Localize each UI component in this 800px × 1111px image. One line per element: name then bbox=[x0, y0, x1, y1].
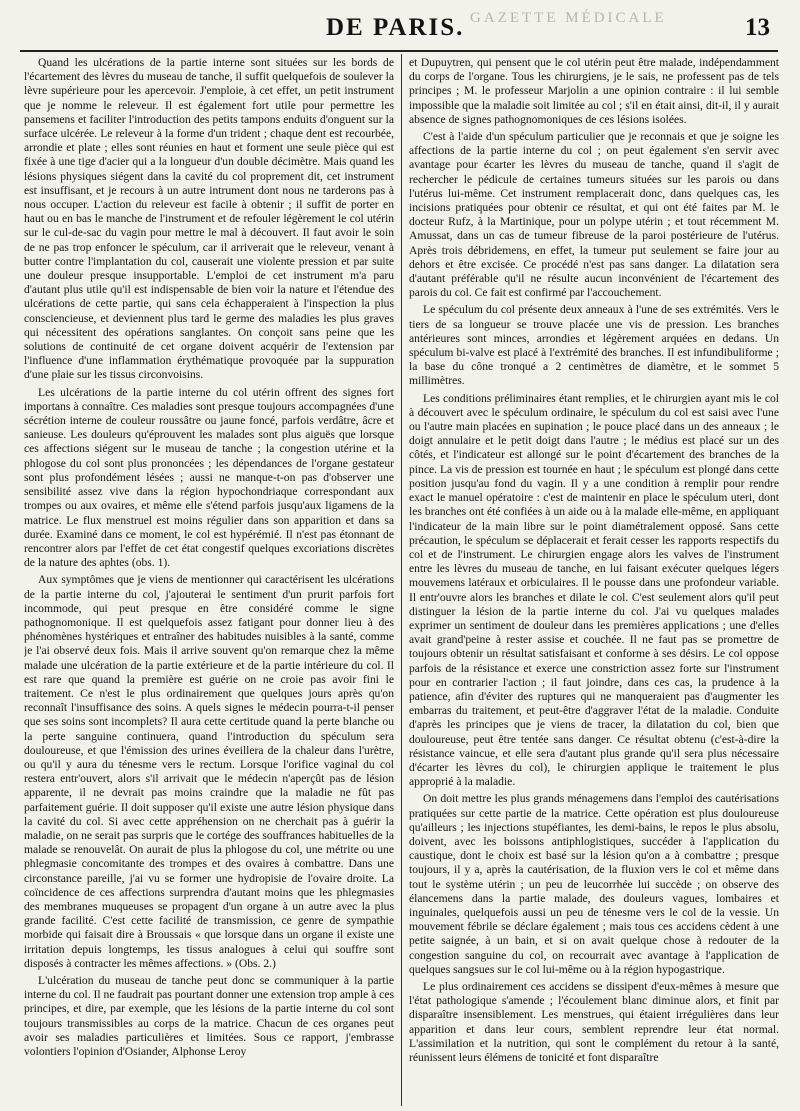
paragraph: L'ulcération du museau de tanche peut donc se communiquer à la partie interne du col. Il ne faudrait pas pourtant donner une extension trop ample à ces principes, et dire, par exemple, que les lésions de la partie interne du col sont toujours transmissibles au corps de la matrice. Chacun de ces organes peut avoir ses maladies particulières et limitées. Sous ce rapport, j'embrasse volontiers l'opinion d'Osiander, Alphonse Leroy bbox=[24, 974, 394, 1059]
paragraph-continued: et Dupuytren, qui pensent que le col utérin peut être malade, indépendamment du corps de l'organe. Tous les chirurgiens, je le sais, ne professent pas de tels principes ; M. le professeur Marjolin a une opinion contraire : il lui semble impossible que la maladie soit limitée au col ; s'il en était ainsi, dit-il, il y aurait absence de signes pathognomoniques de ces lésions isolées. bbox=[409, 56, 779, 126]
paragraph: On doit mettre les plus grands ménagemens dans l'emploi des cautérisations pratiquées sur cette partie de la matrice. Cette opération est plus douloureuse qu'ailleurs ; les injections stupéfiantes, les demi-bains, le repos le plus absolu, doivent, avec les boissons antiphlogistiques, succéder à l'application du caustique, dont le choix est basé sur la lésion qu'on a à combattre ; presque toujours, il y a, après la cautérisation, de la fluxion vers le col et même dans tout le système utérin ; un peu de leucorrhée lui succède ; on observe des élancemens dans la partie malade, des douleurs vagues, lombaires et inguinales, quelquefois aussi un peu de ténesme vers le col de la vessie. Un mouvement fébrile se déclare également ; mais tous ces accidens cèdent à une petite saignée, à un bain, et si on avait quelque chose à redouter de la congestion sanguine du col, on recourrait avec avantage à l'application de quelques sangsues sur le col lui-même ou à la région hypogastrique. bbox=[409, 792, 779, 976]
paragraph: Le spéculum du col présente deux anneaux à l'une de ses extrémités. Vers le tiers de sa longueur se trouve placée une vis de pression. Les branches antérieures sont minces, arrondies et légèrement arquées en dedans. Un spéculum bi-valve est placé à l'extrémité des branches. Il est infundibuliforme ; la base du cône tronqué a 2 centimètres de diamètre, et le sommet 5 millimètres. bbox=[409, 303, 779, 388]
bleed-through-masthead: GAZETTE MÉDICALE bbox=[470, 10, 667, 26]
paragraph: Les ulcérations de la partie interne du col utérin offrent des signes fort importans à connaître. Ces maladies sont presque toujours accompagnées d'une sécrétion interne de couleur roussâtre ou jaune foncé, parfois verdâtre, âcre et sanieuse. Les douleurs qu'éprouvent les malades sont plus aiguës que lorsque ces affections siégent sur le museau de tanche ; la congestion utérine et la phlogose du col sont plus prononcées ; les dépendances de l'organe gestateur sont plus profondément lésées ; aussi ne manque-t-on pas d'observer une sensibilité assez vive dans la région hypochondriaque correspondant aux trompes ou aux ovaires, et même elle s'étend parfois jusqu'aux ligamens de la matrice. Le flux menstruel est moins régulier dans son apparition et dans sa durée. Examiné dans ce moment, le col est hypérémié. Il n'est pas étonnant de rencontrer alors par l'effet de cet état congestif quelques excoriations discrètes de la nature des aphtes (obs. 1). bbox=[24, 385, 394, 570]
paragraph: Le plus ordinairement ces accidens se dissipent d'eux-mêmes à mesure que l'état pathologique s'amende ; l'écoulement blanc diminue alors, et finit par disparaître insensiblement. Les menstrues, qui étaient irrégulières dans leur apparition et dans leur cours, semblent reprendre leur état normal. L'assimilation et la nutrition, qui sont le complément du retour à la santé, réunissent leurs élémens de tonicité et font disparaître bbox=[409, 980, 779, 1065]
page-number: 13 bbox=[745, 14, 770, 41]
header-rule bbox=[20, 50, 778, 52]
paragraph: Aux symptômes que je viens de mentionner qui caractérisent les ulcérations de la partie interne du col, j'ajouterai le sentiment d'un prurit parfois fort incommode, qui peut presque en être considéré comme le signe pathognomonique. Il est quelquefois assez fatigant pour donner lieu à des phénomènes hystériques et entraîner des habitudes nuisibles à la santé, comme je l'ai observé deux fois. Mais il arrive souvent qu'on remarque chez la même malade une ulcération de la partie extérieure et de la partie intérieure du col. Il est rare que quand la première est guérie on ne croie pas avoir fini le traitement. Ce n'est le plus ordinairement que quelques jours après qu'on reconnaît l'insuffisance des soins. A quels signes le médecin pourra-t-il penser que ses soins sont incomplets? Il aura cette certitude quand la perte blanche ou la perte sanguine continuera, quand l'introduction du spéculum sera douloureuse, et que l'émission des urines éveillera de la chaleur dans l'urètre, ou qu'il y aura du ténesme vers le rectum. Lorsque l'orifice vaginal du col restera entr'ouvert, alors s'il arrivait que le médecin n'aperçût pas de lésion apparente, il ne devrait pas moins craindre que la maladie ne fût pas parfaitement guérie. Il doit supposer qu'il existe une autre lésion physique dans la cavité du col. Si avec cette appréhension on ne cherchait pas à guérir la maladie, on ne serait pas surpris que le cortége des souffrances habituelles de la malade se renouvelât. On aurait de plus la phlogose du col, une métrite ou une phlegmasie concomitante des trompes et des ovaires à combattre. Dans une circonstance pareille, j'ai vu se former une hydropisie de l'ovaire droite. La coïncidence de ces affections surprendra d'autant moins que les phlegmasies des membranes muqueuses se propagent d'un organe à un autre avec la plus grande facilité. C'est cette facilité de transmission, ce genre de sympathie morbide qui faisait dire à Broussais « que lorsque dans un organe il existe une irritation depuis longtemps, les tissus analogues à celui qui souffre sont disposés à contracter les mêmes affections. » (Obs. 2.) bbox=[24, 573, 394, 970]
page-title: DE PARIS. bbox=[326, 14, 465, 41]
page-header bbox=[0, 0, 800, 50]
right-column bbox=[409, 56, 779, 1106]
paragraph: Quand les ulcérations de la partie interne sont situées sur les bords de l'écartement des lèvres du museau de tanche, il suffit quelquefois de soulever la lèvre supérieure pour les apercevoir. J'emploie, à cet effet, un petit instrument que je nomme le releveur. Il est également fort utile pour permettre les pansemens et faciliter l'introduction des petits tampons enduits d'onguent sur la surface ulcérée. Le releveur à la forme d'un trident ; chaque dent est recourbée, arrondie et plate ; elles sont réunies en haut et forment une seule pièce qui est fixée à une tige d'acier qui a la longueur d'un double décimètre. Mais quand les lésions physiques siégent dans la cavité du col proprement dit, cet instrument est insuffisant, et je recours à un autre intrument dont nous ne tarderons pas à nous occuper. L'action du releveur est facile à obtenir ; il suffit de porter en haut ou en bas le manche de l'instrument et de refouler légèrement le col utérin sur le cul-de-sac du vagin pour mettre le mal à découvert. Il faut avoir le soin de ne pas trop enfoncer le spéculum, car il arriverait que le releveur, venant à butter contre l'implantation du col, causerait une violente pression et par suite une douleur presque insupportable. L'emploi de cet instrument m'a paru d'autant plus utile qu'il est indispensable de bien voir la nature et l'étendue des ulcérations de cette partie, qui sans cela échapperaient à l'inspection la plus consciencieuse, et deviennent plus tard le germe des maladies les plus graves qui nécessitent des opérations sanglantes. On conçoit sans peine que les solutions de continuité de cet organe doivent acquérir de l'extension par l'influence d'une inflammation érythématique provoquée par la suppuration d'une plaie sur les tissus circonvoisins. bbox=[24, 56, 394, 382]
paragraph: C'est à l'aide d'un spéculum particulier que je reconnais et que je soigne les affections de la partie interne du col ; on peut également s'en servir avec avantage pour écarter les lèvres du museau de tanche, quand il s'agit de rechercher le pédicule de certaines tumeurs situées sur les parois ou dans l'utérus lui-même. Cet instrument remplacerait donc, dans quelques cas, les incisions pratiquées pour obtenir ce résultat, et qui ont été faites par M. le docteur Rufz, à la Martinique, pour un polype utérin ; et tout récemment M. Amussat, dans un cas de tumeur fibreuse de la paroi postérieure de l'utérus. Après trois débridemens, en effet, la tumeur put seulement se faire jour au dehors et être excisée. Ce procédé n'est pas sans danger. La dilatation sera d'autant préférable qu'il ne résulte aucun inconvénient de l'écartement des parois du col. Ce fait est confirmé par l'accouchement. bbox=[409, 130, 779, 300]
column-divider bbox=[401, 54, 402, 1106]
paragraph: Les conditions préliminaires étant remplies, et le chirurgien ayant mis le col à découvert avec le spéculum ordinaire, le spéculum du col est saisi avec l'une ou l'autre main placées en supination ; le pouce placé dans un des anneaux ; le doigt annulaire et le petit doigt dans l'autre ; le médius est placé sur un des côtés, et l'indicateur est allongé sur le point d'écartement des branches de la pince. La vis de pression est tournée en haut ; le spéculum est plongé dans cette position jusqu'au fond du vagin. Il y a une condition à remplir pour rendre exact le manuel opératoire : c'est de maintenir en place le spéculum uteri, dont les branches ont été confiées à un aide ou à la malade elle-même, en appliquant l'indicateur de la main libre sur le point diamétralement opposé. Sans cette précaution, le spéculum se déplacerait et ferait cesser les rapports respectifs du col et de l'instrument. Le chirurgien engage alors les valves de l'instrument entre les lèvres du museau de tanche, en lui faisant exécuter quelques légers mouvemens latéraux et orbiculaires. Il le pousse dans une profondeur variable. Il entr'ouvre alors les branches et dilate le col. C'est seulement alors qu'il peut distinguer la lésion de la partie interne du col. J'ai vu quelques malades exprimer un sentiment de douleur dans les premières applications ; une d'elles avait grand'peine à rester assise et couchée. Il ne faut pas se promettre de toujours obtenir un résultat satisfaisant et conforme à ses désirs. Le col oppose parfois de la résistance et exerce une constriction assez forte sur l'instrument pour en contrarier l'action ; il faut joindre, dans ces cas, la prudence à la patience, afin d'éviter des ruptures qui ne manqueraient pas d'augmenter les embarras du traitement, et peut-être d'aggraver l'état de la maladie. Conduite d'après les principes que je viens de tracer, la dilatation du col, bien que douloureuse, peut être tentée sans danger. Ce résultat obtenu (c'est-à-dire la résistance vaincue, et elle sera d'autant plus grande qu'il sera plus nécessaire d'écarter les lèvres du col), le chirurgien applique le traitement le plus approprié à la maladie. bbox=[409, 391, 779, 789]
left-column bbox=[24, 56, 394, 1106]
